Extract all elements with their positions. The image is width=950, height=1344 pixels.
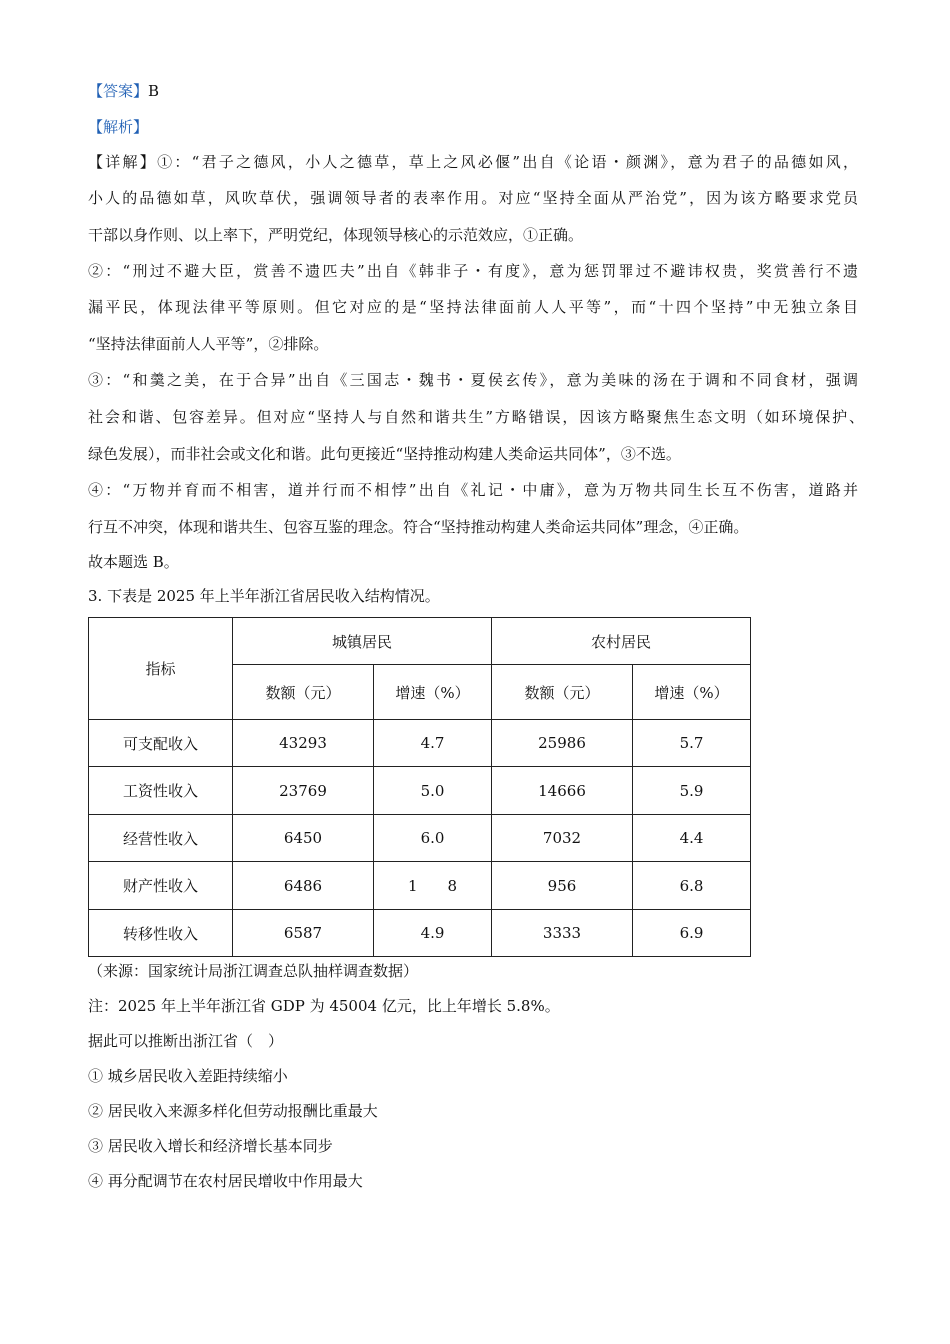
group-header-urban: 城镇居民: [233, 618, 492, 665]
detail-label: 【详解】: [88, 153, 158, 171]
option-2: ② 居民收入来源多样化但劳动报酬比重最大: [88, 1102, 378, 1120]
table-cell: 1 8: [374, 862, 492, 910]
question-prompt: 据此可以推断出浙江省（ ）: [88, 1032, 284, 1050]
table-cell: 956: [492, 862, 633, 910]
table-cell: 6486: [233, 862, 374, 910]
detail-line: 漏平民，体现法律平等原则。但它对应的是“坚持法律面前人人平等”，而“十四个坚持”中无独立条目: [88, 298, 858, 316]
detail-line: 干部以身作则、以上率下，严明党纪，体现领导核心的示范效应，①正确。: [88, 226, 584, 244]
option-4: ④ 再分配调节在农村居民增收中作用最大: [88, 1172, 363, 1190]
table-cell: 14666: [492, 767, 633, 815]
table-row: [89, 910, 751, 957]
table-row: [89, 720, 751, 767]
table-cell: 4.7: [374, 720, 492, 767]
table-cell: 4.4: [633, 815, 751, 862]
group-header-rural: 农村居民: [492, 618, 751, 665]
detail-line: 行互不冲突，体现和谐共生、包容互鉴的理念。符合“坚持推动构建人类命运共同体”理念，④正确。: [88, 518, 749, 536]
table-cell: 6.0: [374, 815, 492, 862]
detail-line: 社会和谐、包容差异。但对应“坚持人与自然和谐共生”方略错误，因该方略聚焦生态文明（如环境保护、: [88, 408, 864, 426]
table-cell: 3333: [492, 910, 633, 957]
detail-line: “坚持法律面前人人平等”，②排除。: [88, 335, 329, 353]
table-row: [89, 862, 751, 910]
sub-header: 增速（%）: [633, 665, 751, 720]
sub-header: 数额（元）: [492, 665, 633, 720]
question-stem: 3. 下表是 2025 年上半年浙江省居民收入结构情况。: [88, 587, 440, 605]
option-3: ③ 居民收入增长和经济增长基本同步: [88, 1137, 333, 1155]
table-cell: 5.0: [374, 767, 492, 815]
row-label: 经营性收入: [89, 815, 233, 862]
answer-line: [88, 81, 159, 101]
table-cell: 5.9: [633, 767, 751, 815]
detail-line: 绿色发展），而非社会或文化和谐。此句更接近“坚持推动构建人类命运共同体”，③不选。: [88, 445, 681, 463]
detail-text: ①：“君子之德风，小人之德草，草上之风必偃”出自《论语・颜渊》，意为君子的品德如风，: [157, 153, 858, 171]
conclusion: 故本题选 B。: [88, 553, 179, 571]
table-cell: 5.7: [633, 720, 751, 767]
detail-line: ②：“刑过不避大臣，赏善不遗匹夫”出自《韩非子・有度》，意为惩罚罪过不避讳权贵，奖赏善行不遗: [88, 262, 858, 280]
answer-value: B: [148, 82, 160, 100]
table-cell: 25986: [492, 720, 633, 767]
detail-line: 小人的品德如草，风吹草伏，强调领导者的表率作用。对应“坚持全面从严治党”，因为该方略要求党员: [88, 189, 858, 207]
detail-line: ④：“万物并育而不相害，道并行而不相悖”出自《礼记・中庸》，意为万物共同生长互不伤害，道路并: [88, 481, 858, 499]
detail-line-1: [88, 152, 858, 172]
table-source: （来源：国家统计局浙江调查总队抽样调查数据）: [88, 962, 419, 980]
table-row: [89, 767, 751, 815]
sub-header: 数额（元）: [233, 665, 374, 720]
answer-label: 【答案】: [88, 82, 149, 100]
row-label: 可支配收入: [89, 720, 233, 767]
row-label: 转移性收入: [89, 910, 233, 957]
option-1: ① 城乡居民收入差距持续缩小: [88, 1067, 288, 1085]
income-table: [88, 617, 751, 957]
table-note: 注：2025 年上半年浙江省 GDP 为 45004 亿元，比上年增长 5.8%。: [88, 997, 560, 1015]
table-row: [89, 815, 751, 862]
table-cell: 6.9: [633, 910, 751, 957]
table-cell: 6587: [233, 910, 374, 957]
table-cell: 6.8: [633, 862, 751, 910]
indicator-header: 指标: [89, 618, 233, 720]
analysis-label: 【解析】: [88, 118, 149, 136]
table-cell: 43293: [233, 720, 374, 767]
table-cell: 23769: [233, 767, 374, 815]
detail-line: ③：“和羹之美，在于合异”出自《三国志・魏书・夏侯玄传》，意为美味的汤在于调和不同食材，强调: [88, 371, 858, 389]
table-cell: 7032: [492, 815, 633, 862]
table-cell: 4.9: [374, 910, 492, 957]
sub-header: 增速（%）: [374, 665, 492, 720]
row-label: 财产性收入: [89, 862, 233, 910]
row-label: 工资性收入: [89, 767, 233, 815]
table-cell: 6450: [233, 815, 374, 862]
